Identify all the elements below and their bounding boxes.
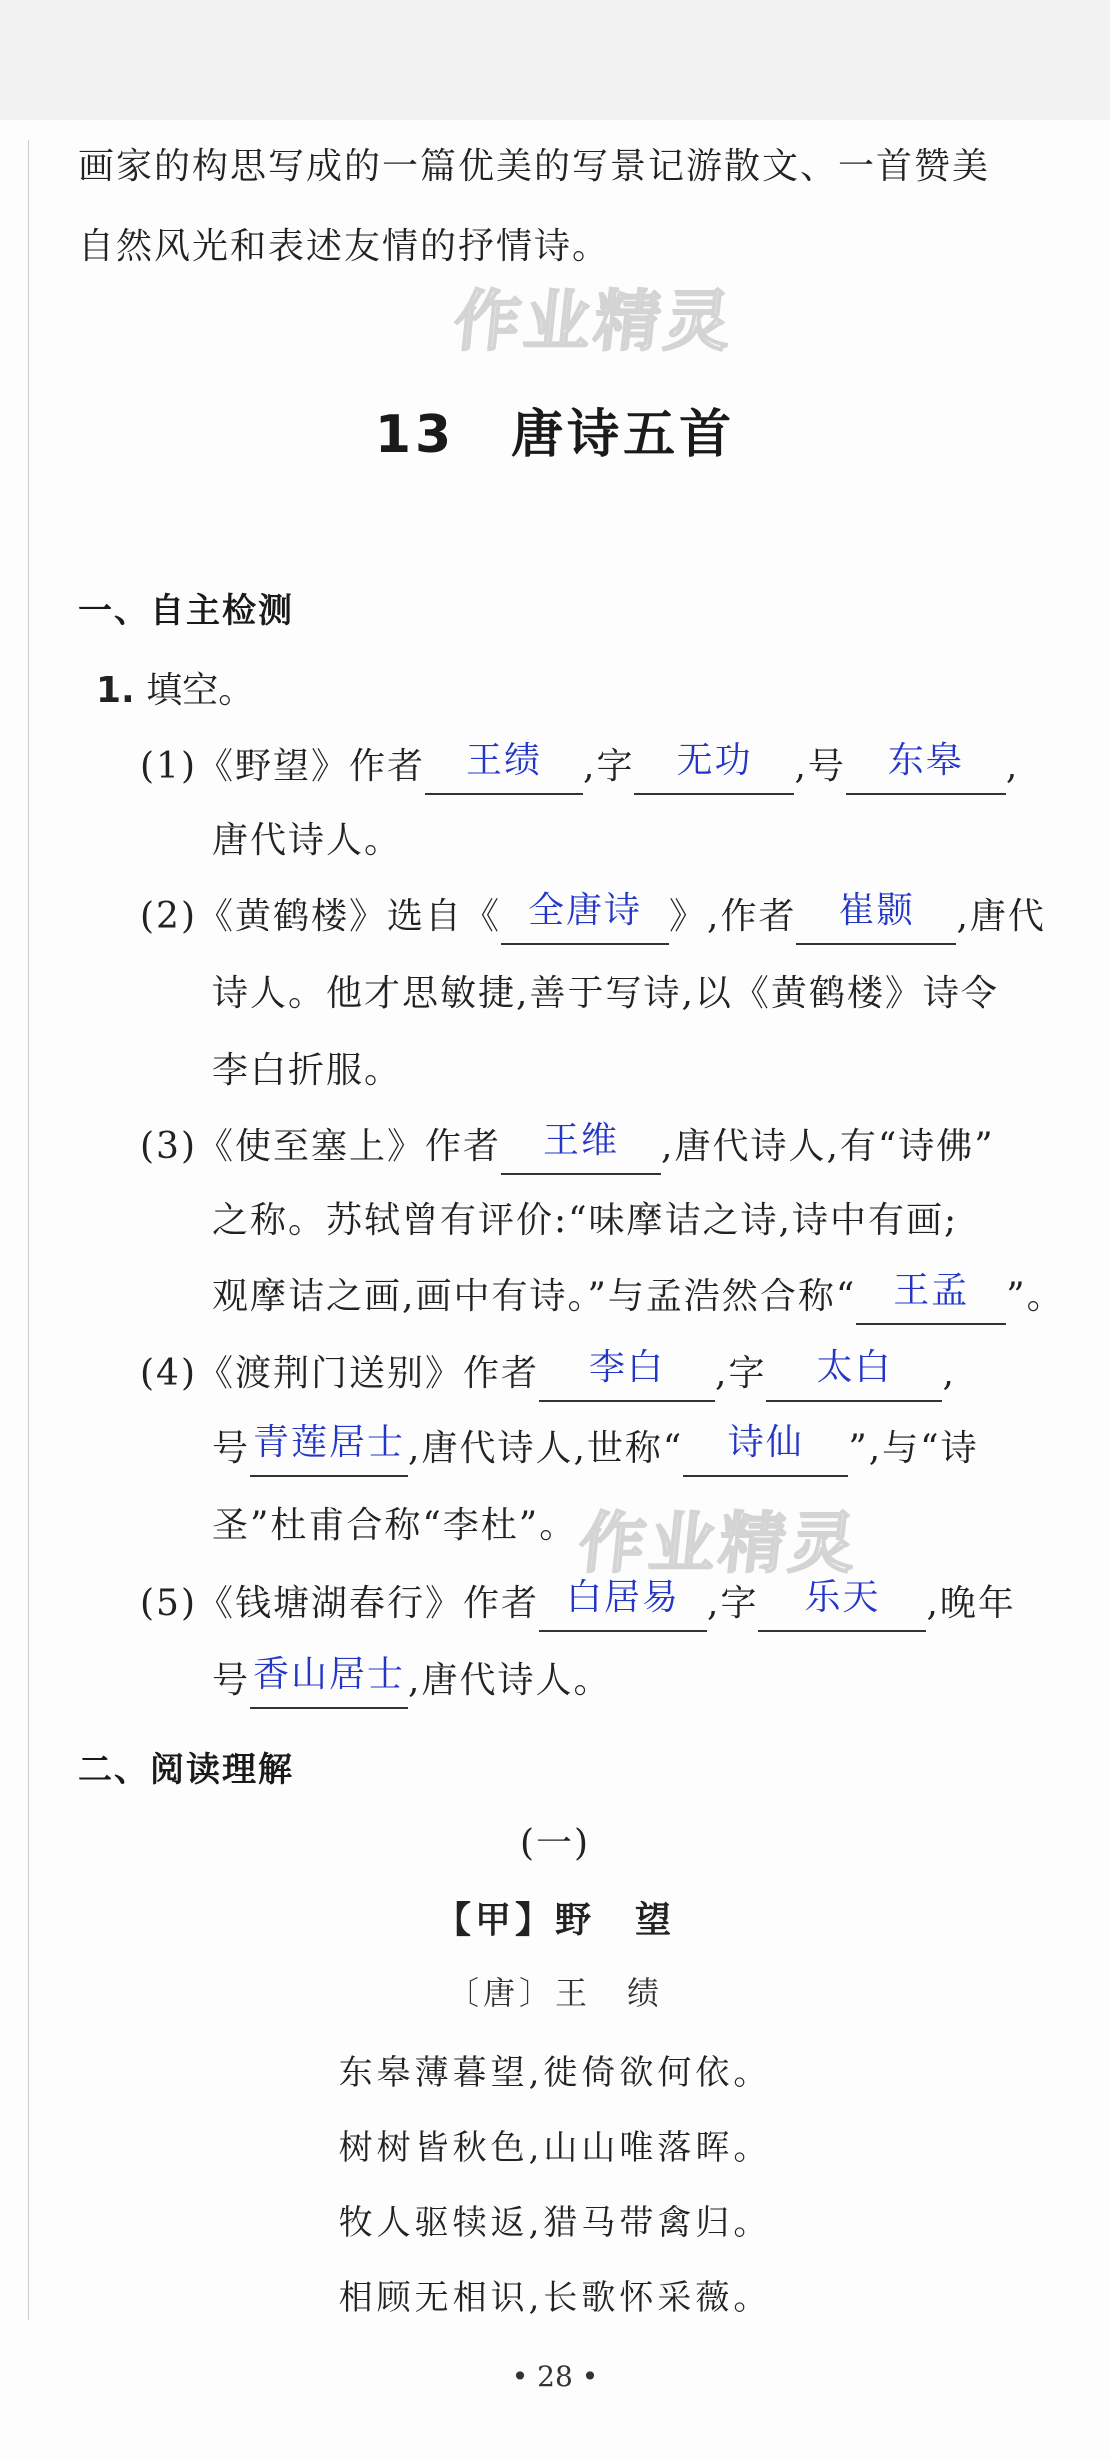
item-3-line-2: 之称。苏轼曾有评价:“味摩诘之诗,诗中有画; <box>212 1200 959 1241</box>
item-2-line-3: 李白折服。 <box>212 1050 403 1091</box>
poem-line: 牧人驱犊返,猎马带禽归。 <box>338 2203 772 2243</box>
item-text: 《黄鹤楼》选自《 <box>197 896 502 937</box>
answer-text: 太白 <box>816 1347 893 1388</box>
item-text: 《野望》作者 <box>197 746 426 787</box>
answer-text: 乐天 <box>804 1577 881 1618</box>
answer-text: 青莲居士 <box>253 1422 406 1463</box>
answer-blank <box>539 1577 707 1632</box>
item-text: 《使至塞上》作者 <box>197 1126 502 1167</box>
item-3-line-3 <box>212 1268 1065 1325</box>
item-text: ”。 <box>1006 1276 1065 1317</box>
item-5-line-1 <box>140 1575 1016 1632</box>
answer-blank <box>846 740 1006 795</box>
question-text: 填空。 <box>146 670 255 711</box>
watermark-logo: 作业精灵 <box>575 1505 864 1582</box>
item-2-line-2: 诗人。他才思敏捷,善于写诗,以《黄鹤楼》诗令 <box>212 973 999 1014</box>
item-text: , <box>1005 746 1020 787</box>
item-text: 号 <box>212 1428 251 1469</box>
answer-text: 无功 <box>676 740 753 781</box>
item-text: ,唐代诗人,世称“ <box>408 1428 684 1469</box>
item-text: ,号 <box>794 746 846 787</box>
answer-blank <box>501 1120 661 1175</box>
poem-title: 【甲】野 望 <box>434 1900 675 1941</box>
item-text: ,唐代 <box>956 896 1046 937</box>
poem-author: 〔唐〕王 绩 <box>446 1974 663 2012</box>
item-text: ,字 <box>583 746 635 787</box>
question-1-heading <box>96 662 254 713</box>
item-text: 《渡荆门送别》作者 <box>197 1353 540 1394</box>
item-text: ,唐代诗人,有“诗佛” <box>661 1126 995 1167</box>
intro-line-2: 自然风光和表述友情的抒情诗。 <box>78 226 611 267</box>
answer-blank <box>683 1422 848 1477</box>
answer-text: 王维 <box>543 1120 620 1161</box>
answer-text: 王绩 <box>466 740 543 781</box>
item-number: (4) <box>140 1353 197 1394</box>
item-number: (3) <box>140 1126 197 1167</box>
page-number: • 28 • <box>511 2360 599 2393</box>
item-text: ,字 <box>707 1583 759 1624</box>
answer-blank <box>501 890 669 945</box>
answer-blank <box>796 890 956 945</box>
item-number: (2) <box>140 896 197 937</box>
item-text: 号 <box>212 1660 251 1701</box>
answer-text: 李白 <box>589 1347 666 1388</box>
item-text: ”,与“诗 <box>848 1428 979 1469</box>
item-text: 观摩诘之画,画中有诗。”与孟浩然合称“ <box>212 1276 857 1317</box>
item-number: (5) <box>140 1583 197 1624</box>
poem-line: 相顾无相识,长歌怀采薇。 <box>338 2278 772 2318</box>
item-number: (1) <box>140 746 197 787</box>
item-text: 》,作者 <box>669 896 797 937</box>
answer-blank <box>856 1270 1006 1325</box>
item-text: ,晚年 <box>926 1583 1016 1624</box>
item-text: ,唐代诗人。 <box>408 1660 612 1701</box>
answer-blank <box>758 1577 926 1632</box>
answer-text: 全唐诗 <box>528 890 643 931</box>
item-text: ,字 <box>715 1353 767 1394</box>
question-number: 1. <box>96 670 135 711</box>
item-4-line-1 <box>140 1345 956 1402</box>
item-2-line-1 <box>140 888 1046 945</box>
answer-text: 香山居士 <box>253 1654 406 1695</box>
section-title-reading: 二、阅读理解 <box>78 1750 294 1790</box>
answer-text: 崔颢 <box>838 890 915 931</box>
watermark-logo: 作业精灵 <box>450 283 739 360</box>
item-1-line-1 <box>140 738 1019 795</box>
poem-line: 树树皆秋色,山山唯落晖。 <box>338 2128 772 2168</box>
answer-text: 东皋 <box>887 740 964 781</box>
item-3-line-1 <box>140 1118 995 1175</box>
item-1-line-2: 唐代诗人。 <box>212 820 403 861</box>
poem-line: 东皋薄暮望,徙倚欲何依。 <box>338 2053 772 2093</box>
item-5-line-2 <box>212 1652 611 1709</box>
item-4-line-2 <box>212 1420 979 1477</box>
answer-blank <box>539 1347 715 1402</box>
item-4-line-3: 圣”杜甫合称“李杜”。 <box>212 1505 578 1546</box>
lesson-title: 13 唐诗五首 <box>374 405 736 465</box>
answer-text: 诗仙 <box>727 1422 804 1463</box>
answer-blank <box>250 1654 408 1709</box>
item-text: , <box>942 1353 956 1394</box>
answer-text: 白居易 <box>566 1577 681 1618</box>
passage-number: (一) <box>519 1823 591 1864</box>
intro-line-1: 画家的构思写成的一篇优美的写景记游散文、一首赞美 <box>78 146 991 187</box>
answer-text: 王孟 <box>893 1270 970 1311</box>
item-text: 《钱塘湖春行》作者 <box>197 1583 540 1624</box>
section-title-self-check: 一、自主检测 <box>78 591 294 631</box>
answer-blank <box>766 1347 942 1402</box>
answer-blank <box>425 740 583 795</box>
answer-blank <box>250 1422 408 1477</box>
answer-blank <box>634 740 794 795</box>
top-margin-band <box>0 0 1110 120</box>
